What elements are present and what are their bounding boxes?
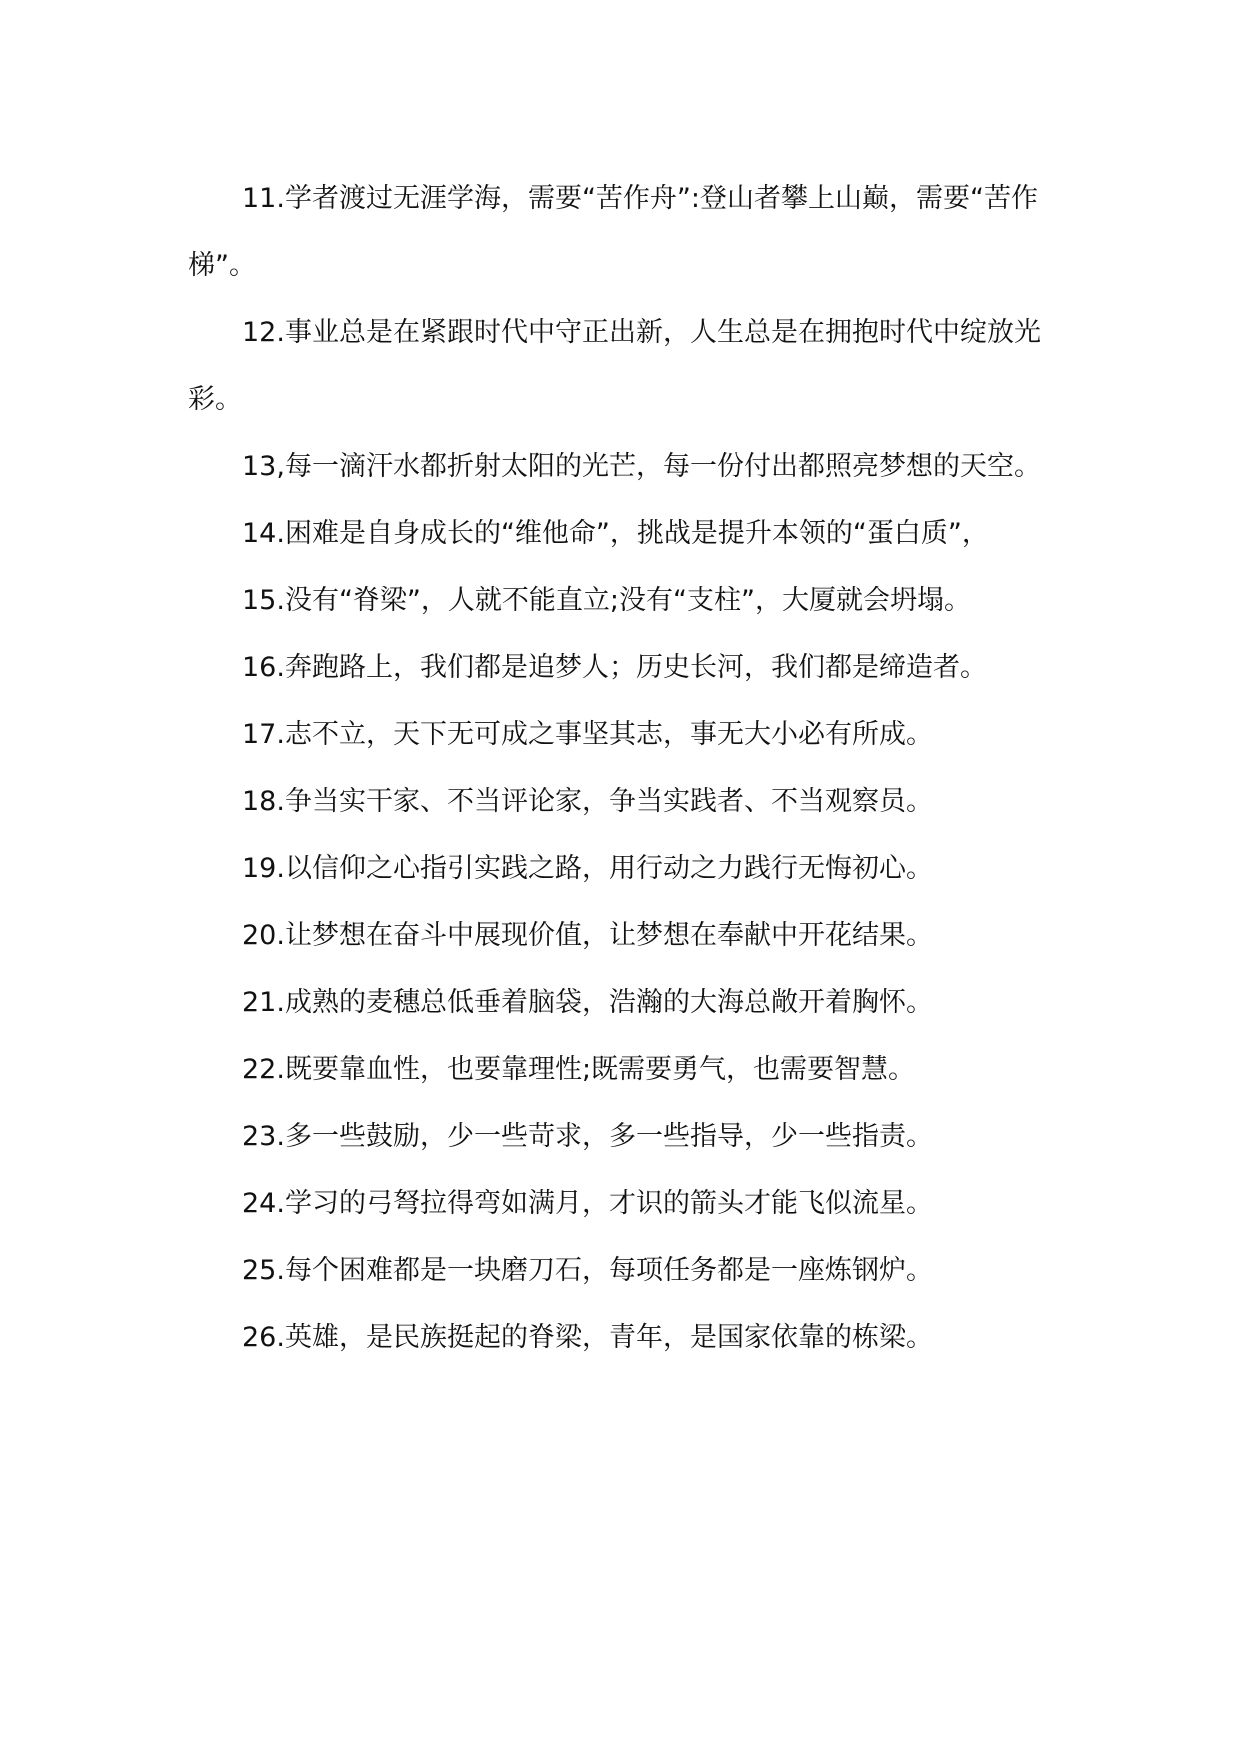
paragraph-20: 20.让梦想在奋斗中展现价值，让梦想在奉献中开花结果。 — [242, 920, 933, 951]
paragraph-14: 14.困难是自身成长的“维他命”，挑战是提升本领的“蛋白质”， — [242, 518, 989, 549]
paragraph-21: 21.成熟的麦穗总低垂着脑袋，浩瀚的大海总敞开着胸怀。 — [242, 987, 933, 1018]
document-body — [188, 165, 1068, 1371]
paragraph-26: 26.英雄，是民族挺起的脊梁，青年，是国家依靠的栋梁。 — [242, 1322, 933, 1353]
paragraph-18: 18.争当实干家、不当评论家，争当实践者、不当观察员。 — [242, 786, 933, 817]
paragraph-16: 16.奔跑路上，我们都是追梦人；历史长河，我们都是缔造者。 — [242, 652, 987, 683]
paragraph-13: 13,每一滴汗水都折射太阳的光芒，每一份付出都照亮梦想的天空。 — [242, 451, 1041, 482]
paragraph-25: 25.每个困难都是一块磨刀石，每项任务都是一座炼钢炉。 — [242, 1255, 933, 1286]
paragraph-12: 12.事业总是在紧跟时代中守正出新，人生总是在拥抱时代中绽放光彩。 — [188, 317, 1041, 415]
paragraph-11: 11.学者渡过无涯学海，需要“苦作舟”:登山者攀上山巅，需要“苦作梯”。 — [188, 183, 1038, 281]
paragraph-19: 19.以信仰之心指引实践之路，用行动之力践行无悔初心。 — [242, 853, 933, 884]
paragraph-17: 17.志不立，天下无可成之事坚其志，事无大小必有所成。 — [242, 719, 933, 750]
paragraph-23: 23.多一些鼓励，少一些苛求，多一些指导，少一些指责。 — [242, 1121, 933, 1152]
paragraph-22: 22.既要靠血性，也要靠理性;既需要勇气，也需要智慧。 — [242, 1054, 916, 1085]
paragraph-15: 15.没有“脊梁”，人就不能直立;没有“支柱”，大厦就会坍塌。 — [242, 585, 971, 616]
paragraph-24: 24.学习的弓弩拉得弯如满月，才识的箭头才能飞似流星。 — [242, 1188, 933, 1219]
